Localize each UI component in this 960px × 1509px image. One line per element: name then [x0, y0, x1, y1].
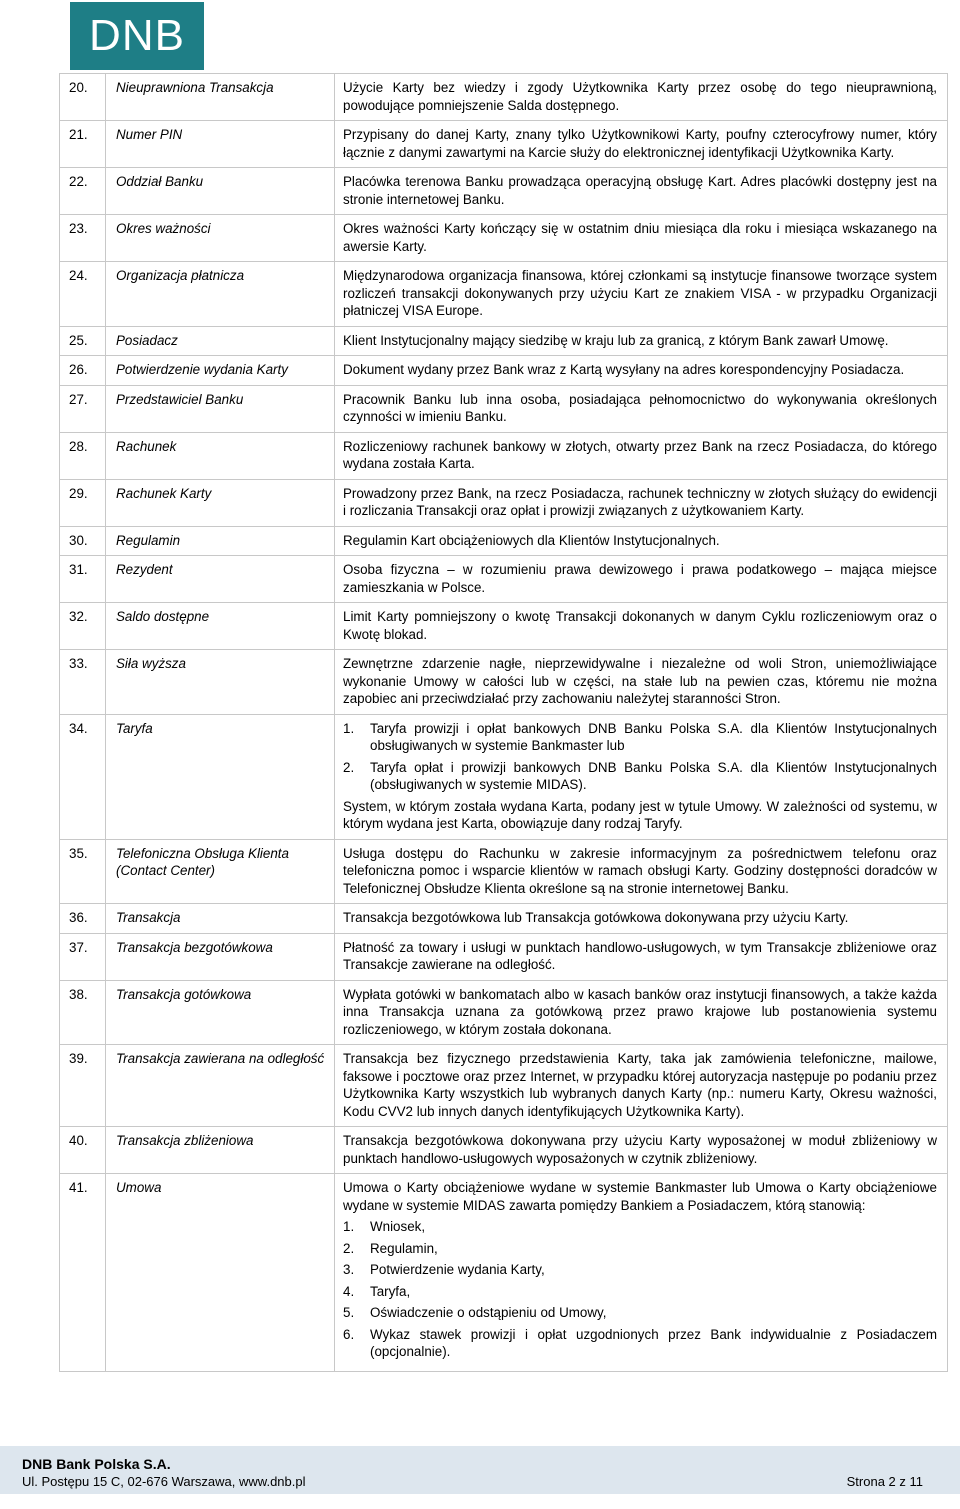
description-text: Umowa o Karty obciążeniowe wydane w systemie Bankmaster lub Umowa o Karty obciążeniowe wydane w systemie MIDAS zawarta pomiędzy Bankiem a Posiadaczem, którą stanowią: — [343, 1180, 937, 1213]
definition-description — [335, 1045, 948, 1127]
definition-number: 26. — [60, 356, 106, 386]
list-item-number: 6. — [343, 1326, 355, 1342]
definition-row — [60, 262, 948, 327]
definition-description — [335, 326, 948, 356]
definition-term: Przedstawiciel Banku — [106, 385, 335, 432]
definition-term: Transakcja zawierana na odległość — [106, 1045, 335, 1127]
page-number: Strona 2 z 11 — [846, 1474, 923, 1489]
description-text: Klient Instytucjonalny mający siedzibę w kraju lub za granicą, z którym Bank zawarł Umowę. — [343, 332, 889, 348]
description-text: Zewnętrzne zdarzenie nagłe, nieprzewidywalne i niezależne od woli Stron, uniemożliwiające wykonanie Umowy w całości lub w części, na stałe lub na pewien czas, któremu nie można zapobiec ani przeciwdziałać przy zachowaniu należytej staranności Stron. — [343, 656, 937, 706]
list-item-text: Regulamin, — [370, 1240, 438, 1256]
list-item — [343, 1326, 937, 1361]
description-list — [343, 720, 937, 794]
definition-description — [335, 74, 948, 121]
definition-number: 30. — [60, 526, 106, 556]
list-item-text: Taryfa opłat i prowizji bankowych DNB Banku Polska S.A. dla Klientów Instytucjonalnych (obsługiwanych w systemie MIDAS). — [370, 759, 937, 792]
list-item-number: 1. — [343, 720, 355, 736]
description-note: System, w którym została wydana Karta, podany jest w tytule Umowy. W zależności od systemu, w którym wydana jest Karta, obowiązuje dany rodzaj Taryfy. — [343, 798, 937, 831]
definition-description — [335, 121, 948, 168]
definition-description — [335, 262, 948, 327]
definition-term: Rezydent — [106, 556, 335, 603]
definition-description — [335, 650, 948, 715]
definition-term: Siła wyższa — [106, 650, 335, 715]
definition-term: Potwierdzenie wydania Karty — [106, 356, 335, 386]
description-text: Dokument wydany przez Bank wraz z Kartą wysyłany na adres korespondencyjny Posiadacza. — [343, 362, 905, 377]
definition-row — [60, 356, 948, 386]
description-text: Pracownik Banku lub inna osoba, posiadająca pełnomocnictwo do wykonywania określonych czynności w imieniu Banku. — [343, 391, 937, 424]
definition-description — [335, 356, 948, 386]
definition-row — [60, 980, 948, 1045]
description-text: Limit Karty pomniejszony o kwotę Transakcji dokonanych w danym Cyklu rozliczeniowym oraz o Kwotę blokad. — [343, 609, 937, 642]
definition-row — [60, 603, 948, 650]
definition-term: Rachunek — [106, 432, 335, 479]
list-item-number: 3. — [343, 1262, 355, 1277]
definitions-table — [59, 73, 948, 1372]
description-text: Użycie Karty bez wiedzy i zgody Użytkownika Karty przez osobę do tego nieuprawnioną, powodujące pomniejszenie Salda dostępnego. — [343, 80, 937, 113]
definition-number: 35. — [60, 839, 106, 904]
definition-number: 37. — [60, 933, 106, 980]
definition-number: 33. — [60, 650, 106, 715]
definition-description — [335, 980, 948, 1045]
definition-number: 27. — [60, 385, 106, 432]
definition-number: 39. — [60, 1045, 106, 1127]
definition-row — [60, 74, 948, 121]
list-item — [343, 759, 937, 794]
definition-number: 20. — [60, 74, 106, 121]
definition-row — [60, 1127, 948, 1174]
definition-row — [60, 432, 948, 479]
definition-number: 28. — [60, 432, 106, 479]
definition-description — [335, 714, 948, 839]
definition-row — [60, 714, 948, 839]
list-item — [343, 1261, 937, 1279]
definition-term: Posiadacz — [106, 326, 335, 356]
description-text: Prowadzony przez Bank, na rzecz Posiadacza, rachunek techniczny w złotych służący do ewidencji i rozliczania Transakcji oraz opłat i prowizji związanych z użytkowaniem Karty. — [343, 485, 937, 518]
description-text: Płatność za towary i usługi w punktach handlowo-usługowych, w tym Transakcje zbliżeniowe oraz Transakcje zawierane na odległość. — [343, 939, 937, 972]
definition-term: Transakcja zbliżeniowa — [106, 1127, 335, 1174]
definition-description — [335, 904, 948, 934]
definition-row — [60, 385, 948, 432]
definition-row — [60, 1045, 948, 1127]
description-text: Międzynarodowa organizacja finansowa, której członkami są instytucje finansowe tworzące system rozliczeń transakcji dokonywanych przy użyciu Kart ze znakiem VISA - w przypadku Organizacji płatniczej VISA Europe. — [343, 268, 937, 318]
definition-description — [335, 933, 948, 980]
list-item-text: Oświadczenie o odstąpieniu od Umowy, — [370, 1305, 607, 1320]
definition-description — [335, 556, 948, 603]
definition-description — [335, 432, 948, 479]
definition-description — [335, 526, 948, 556]
footer-address: Ul. Postępu 15 C, 02-676 Warszawa, www.dnb.pl — [22, 1474, 306, 1489]
description-text: Rozliczeniowy rachunek bankowy w złotych, otwarty przez Bank na rzecz Posiadacza, do którego wydana została Karta. — [343, 438, 937, 471]
description-list — [343, 1218, 937, 1361]
definition-description — [335, 1174, 948, 1372]
description-text: Placówka terenowa Banku prowadząca operacyjną obsługę Kart. Adres placówki dostępny jest na stronie internetowej Banku. — [343, 174, 937, 207]
definition-row — [60, 650, 948, 715]
definition-row — [60, 904, 948, 934]
definition-description — [335, 385, 948, 432]
list-item — [343, 1218, 937, 1236]
description-text: Okres ważności Karty kończący się w ostatnim dniu miesiąca dla roku i miesiąca wskazanego na awersie Karty. — [343, 221, 937, 254]
definition-number: 36. — [60, 904, 106, 934]
definition-term: Okres ważności — [106, 215, 335, 262]
definition-number: 40. — [60, 1127, 106, 1174]
definition-term: Oddział Banku — [106, 168, 335, 215]
list-item-number: 2. — [343, 1240, 355, 1256]
list-item-number: 1. — [343, 1219, 355, 1234]
definition-description — [335, 1127, 948, 1174]
definition-number: 31. — [60, 556, 106, 603]
page-footer — [0, 1446, 960, 1494]
description-text: Przypisany do danej Karty, znany tylko Użytkownikowi Karty, poufny czterocyfrowy numer, który łącznie z danymi zawartymi na Karcie służy do elektronicznej identyfikacji Użytkownika Karty. — [343, 127, 937, 160]
definition-number: 29. — [60, 479, 106, 526]
list-item-text: Taryfa, — [370, 1283, 411, 1299]
description-text: Wypłata gotówki w bankomatach albo w kasach banków oraz instytucji finansowych, a także każda inna Transakcja uznana za gotówkową przez prawo krajowe lub postanowienia systemu rozliczeniowego, w którym została dokonana. — [343, 986, 937, 1037]
definition-row — [60, 556, 948, 603]
definition-term: Taryfa — [106, 714, 335, 839]
list-item — [343, 1283, 937, 1301]
definition-number: 25. — [60, 326, 106, 356]
list-item-number: 4. — [343, 1283, 355, 1299]
description-text: Usługa dostępu do Rachunku w zakresie informacyjnym za pośrednictwem telefonu oraz telefoniczna pomoc i wsparcie klientów w ramach obsługi Karty. Godziny dostępności doradców w Telefonicznej Obsłudze Klienta określone są na stronie internetowej Banku. — [343, 845, 937, 896]
description-text: Transakcja bez fizycznego przedstawienia Karty, taka jak zamówienia telefoniczne, mailowe, faksowe i pocztowe oraz przez Internet, w przypadku której autoryzacja następuje po podaniu przez Użytkownika Karty wszystkich lub wybranych danych Karty (np.: numeru Karty, Okresu ważności, Kodu CVV2 lub innych danych identyfikujących Użytkownika Karty). — [343, 1051, 937, 1119]
definition-row — [60, 215, 948, 262]
definition-description — [335, 215, 948, 262]
definition-description — [335, 479, 948, 526]
definition-term: Umowa — [106, 1174, 335, 1372]
definition-term: Nieuprawniona Transakcja — [106, 74, 335, 121]
definition-number: 21. — [60, 121, 106, 168]
definition-number: 38. — [60, 980, 106, 1045]
dnb-logo — [70, 2, 204, 70]
definition-row — [60, 479, 948, 526]
list-item-number: 2. — [343, 759, 355, 775]
description-text: Regulamin Kart obciążeniowych dla Klientów Instytucjonalnych. — [343, 532, 720, 548]
definition-row — [60, 526, 948, 556]
description-text: Transakcja bezgotówkowa lub Transakcja gotówkowa dokonywana przy użyciu Karty. — [343, 910, 849, 925]
definition-number: 32. — [60, 603, 106, 650]
definition-term: Saldo dostępne — [106, 603, 335, 650]
list-item — [343, 1240, 937, 1258]
description-text: Transakcja bezgotówkowa dokonywana przy użyciu Karty wyposażonej w moduł zbliżeniowy w punktach handlowo-usługowych wyposażonych w czytnik zbliżeniowy. — [343, 1133, 937, 1166]
definition-row — [60, 326, 948, 356]
definition-description — [335, 168, 948, 215]
description-text: Osoba fizyczna – w rozumieniu prawa dewizowego i prawa podatkowego – mająca miejsce zamieszkania w Polsce. — [343, 562, 937, 595]
definition-term: Transakcja bezgotówkowa — [106, 933, 335, 980]
definition-term: Numer PIN — [106, 121, 335, 168]
definition-row — [60, 1174, 948, 1372]
list-item — [343, 720, 937, 755]
definition-number: 23. — [60, 215, 106, 262]
definition-term: Transakcja gotówkowa — [106, 980, 335, 1045]
definition-row — [60, 933, 948, 980]
definition-number: 22. — [60, 168, 106, 215]
definition-row — [60, 839, 948, 904]
definition-term: Telefoniczna Obsługa Klienta (Contact Center) — [106, 839, 335, 904]
logo-text: DNB — [89, 11, 185, 60]
list-item — [343, 1304, 937, 1322]
definition-description — [335, 839, 948, 904]
definition-term: Rachunek Karty — [106, 479, 335, 526]
list-item-text: Wykaz stawek prowizji i opłat uzgodnionych przez Bank indywidualnie z Posiadaczem (opcjonalnie). — [370, 1326, 937, 1359]
definition-term: Regulamin — [106, 526, 335, 556]
list-item-text: Wniosek, — [370, 1219, 426, 1234]
definition-number: 41. — [60, 1174, 106, 1372]
definition-row — [60, 168, 948, 215]
definition-number: 34. — [60, 714, 106, 839]
definition-description — [335, 603, 948, 650]
definition-term: Organizacja płatnicza — [106, 262, 335, 327]
definition-term: Transakcja — [106, 904, 335, 934]
list-item-text: Potwierdzenie wydania Karty, — [370, 1262, 545, 1277]
footer-company: DNB Bank Polska S.A. — [22, 1456, 171, 1472]
definition-row — [60, 121, 948, 168]
definition-number: 24. — [60, 262, 106, 327]
list-item-number: 5. — [343, 1305, 355, 1320]
list-item-text: Taryfa prowizji i opłat bankowych DNB Banku Polska S.A. dla Klientów Instytucjonalnych obsługiwanych w systemie Bankmaster lub — [370, 720, 937, 753]
